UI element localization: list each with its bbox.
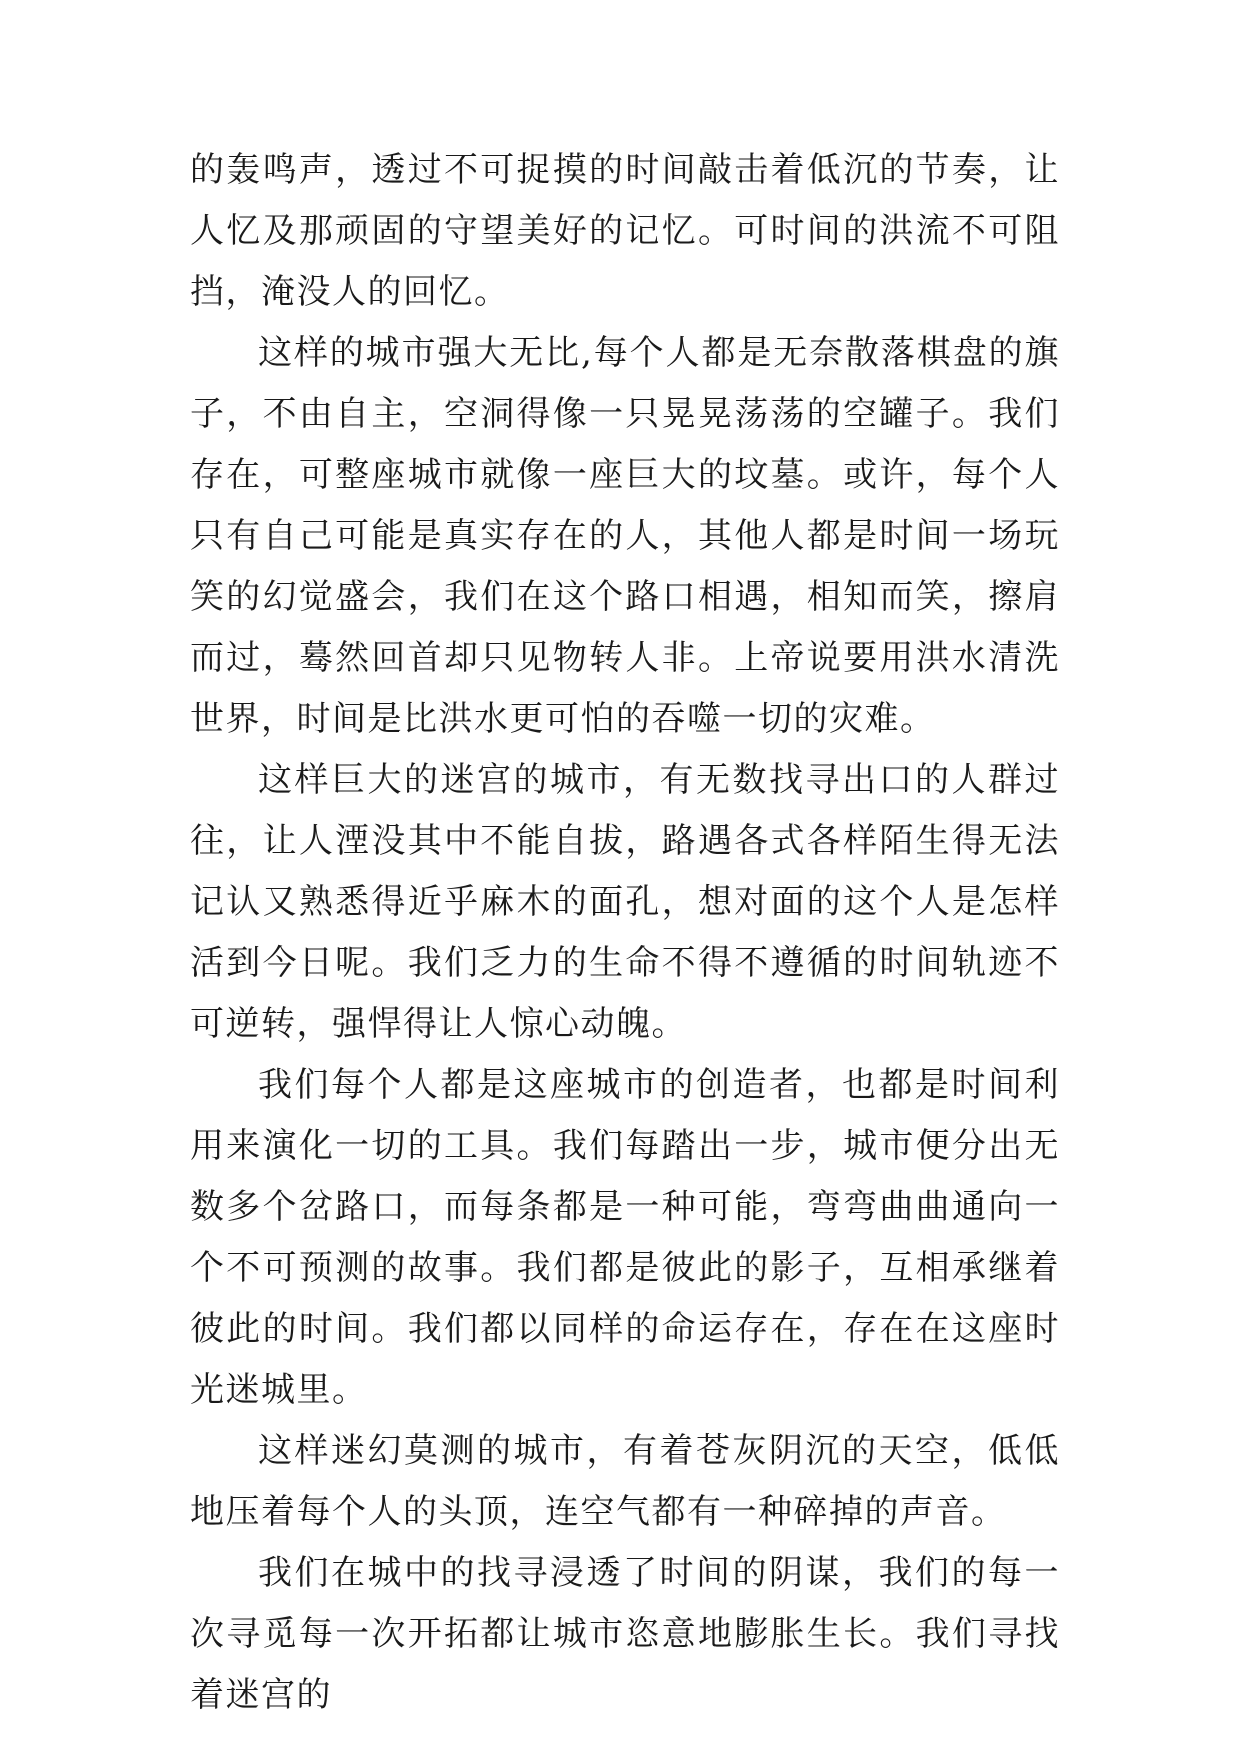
paragraph-1: 的轰鸣声，透过不可捉摸的时间敲击着低沉的节奏，让人忆及那顽固的守望美好的记忆。可时间的洪流不可阻挡，淹没人的回忆。	[190, 150, 1060, 312]
paragraph-3: 这样巨大的迷宫的城市，有无数找寻出口的人群过往，让人湮没其中不能自拔，路遇各式各样陌生得无法记认又熟悉得近乎麻木的面孔，想对面的这个人是怎样活到今日呢。我们乏力的生命不得不遵循的时间轨迹不可逆转，强悍得让人惊心动魄。	[190, 760, 1060, 1044]
document-body	[190, 140, 1060, 1726]
paragraph-5: 这样迷幻莫测的城市，有着苍灰阴沉的天空，低低地压着每个人的头顶，连空气都有一种碎掉的声音。	[190, 1431, 1060, 1532]
paragraph-4: 我们每个人都是这座城市的创造者，也都是时间利用来演化一切的工具。我们每踏出一步，城市便分出无数多个岔路口，而每条都是一种可能，弯弯曲曲通向一个不可预测的故事。我们都是彼此的影子，互相承继着彼此的时间。我们都以同样的命运存在，存在在这座时光迷城里。	[190, 1065, 1060, 1410]
paragraph-6: 我们在城中的找寻浸透了时间的阴谋，我们的每一次寻觅每一次开拓都让城市恣意地膨胀生长。我们寻找着迷宫的	[190, 1553, 1060, 1715]
paragraph-2: 这样的城市强大无比,每个人都是无奈散落棋盘的旗子，不由自主，空洞得像一只晃晃荡荡的空罐子。我们存在，可整座城市就像一座巨大的坟墓。或许，每个人只有自己可能是真实存在的人，其他人都是时间一场玩笑的幻觉盛会，我们在这个路口相遇，相知而笑，擦肩而过，蓦然回首却只见物转人非。上帝说要用洪水清洗世界，时间是比洪水更可怕的吞噬一切的灾难。	[190, 333, 1060, 739]
